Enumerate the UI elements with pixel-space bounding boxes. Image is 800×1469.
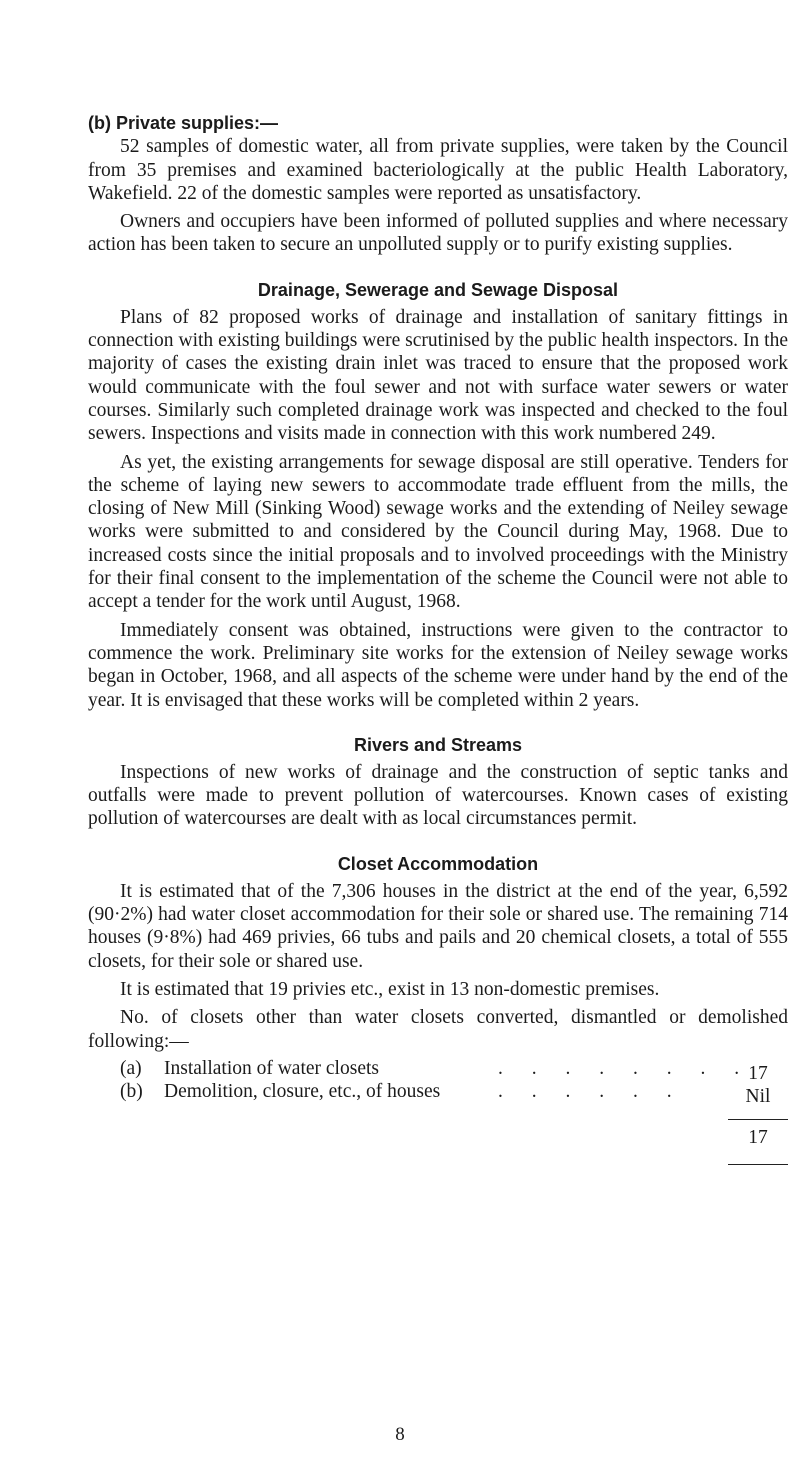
- total-rule-top: [728, 1119, 788, 1120]
- paragraph: Plans of 82 proposed works of drainage and installation of sanitary fittings in connection with existing buildings were scrutinised by the public health inspectors. In the majority of cases the existing drain inlet was traced to ensure that the proposed work would communicate with the foul sewer and not with surface water sewers or water courses. Similarly such completed drainage work was inspected and checked to the foul sewers. Inspections and visits made in connection with this work numbered 249.: [88, 306, 788, 445]
- list-item: [88, 1057, 788, 1084]
- document-page: [88, 112, 788, 1165]
- section-heading-private-supplies: [88, 112, 788, 135]
- item-value: 17: [748, 1062, 768, 1084]
- item-text: Installation of water closets: [164, 1057, 379, 1079]
- leader-dots: . . . . . . . .: [498, 1057, 752, 1079]
- list-item: [88, 1080, 788, 1108]
- section-heading-drainage: Drainage, Sewerage and Sewage Disposal: [257, 279, 619, 300]
- item-label: (a): [120, 1057, 142, 1079]
- leader-dots: . . . . . .: [498, 1081, 684, 1103]
- paragraph: Inspections of new works of drainage and the construction of septic tanks and outfalls were made to prevent pollution of watercourses. Known cases of existing pollution of watercourses are dealt with as local circumstances permit.: [88, 761, 788, 830]
- section-heading-rivers: Rivers and Streams: [353, 734, 523, 755]
- total-value: 17: [748, 1127, 768, 1149]
- paragraph: Owners and occupiers have been informed of polluted supplies and where necessary action has been taken to secure an unpolluted supply or to purify existing supplies.: [88, 211, 788, 256]
- item-value: Nil: [745, 1086, 771, 1108]
- paragraph: Immediately consent was obtained, instructions were given to the contractor to commence the work. Preliminary site works for the extension of Neiley sewage works began in October, 1968, and all aspects of the scheme were under hand by the end of the year. It is envisaged that these works will be completed within 2 years.: [88, 619, 788, 711]
- paragraph: It is estimated that 19 privies etc., exist in 13 non-domestic premises.: [120, 978, 660, 1000]
- item-label: (b): [120, 1081, 143, 1103]
- paragraph: As yet, the existing arrangements for sewage disposal are still operative. Tenders for the scheme of laying new sewers to accommodate trade effluent from the mills, the closing of New Mill (Sinking Wood) sewage works and the extending of Neiley sewage works were submitted to and considered by the Council during May, 1968. Due to increased costs since the initial proposals and to involved proceedings with the Ministry for their final consent to the implementation of the scheme the Council were not able to accept a tender for the work until August, 1968.: [88, 451, 788, 613]
- section-heading-closet: Closet Accommodation: [337, 853, 539, 874]
- total-rule-bottom: [728, 1164, 788, 1165]
- private-supplies-heading: (b) Private supplies:—: [88, 113, 279, 133]
- paragraph: No. of closets other than water closets converted, dismantled or demolished following:—: [88, 1007, 788, 1052]
- closet-conversion-list: [88, 1057, 788, 1108]
- item-text: Demolition, closure, etc., of houses: [164, 1081, 441, 1103]
- paragraph: 52 samples of domestic water, all from private supplies, were taken by the Council from 35 premises and examined bacteriologically at the public Health Laboratory, Wakefield. 22 of the domestic samples were reported as unsatisfactory.: [88, 136, 788, 204]
- page-number: 8: [395, 1424, 405, 1445]
- paragraph: It is estimated that of the 7,306 houses in the district at the end of the year, 6,592 (90·2%) had water closet accommodation for their sole or shared use. The remaining 714 houses (9·8%) had 469 privies, 66 tubs and pails and 20 chemical closets, a total of 555 closets, for their sole or shared use.: [88, 880, 788, 972]
